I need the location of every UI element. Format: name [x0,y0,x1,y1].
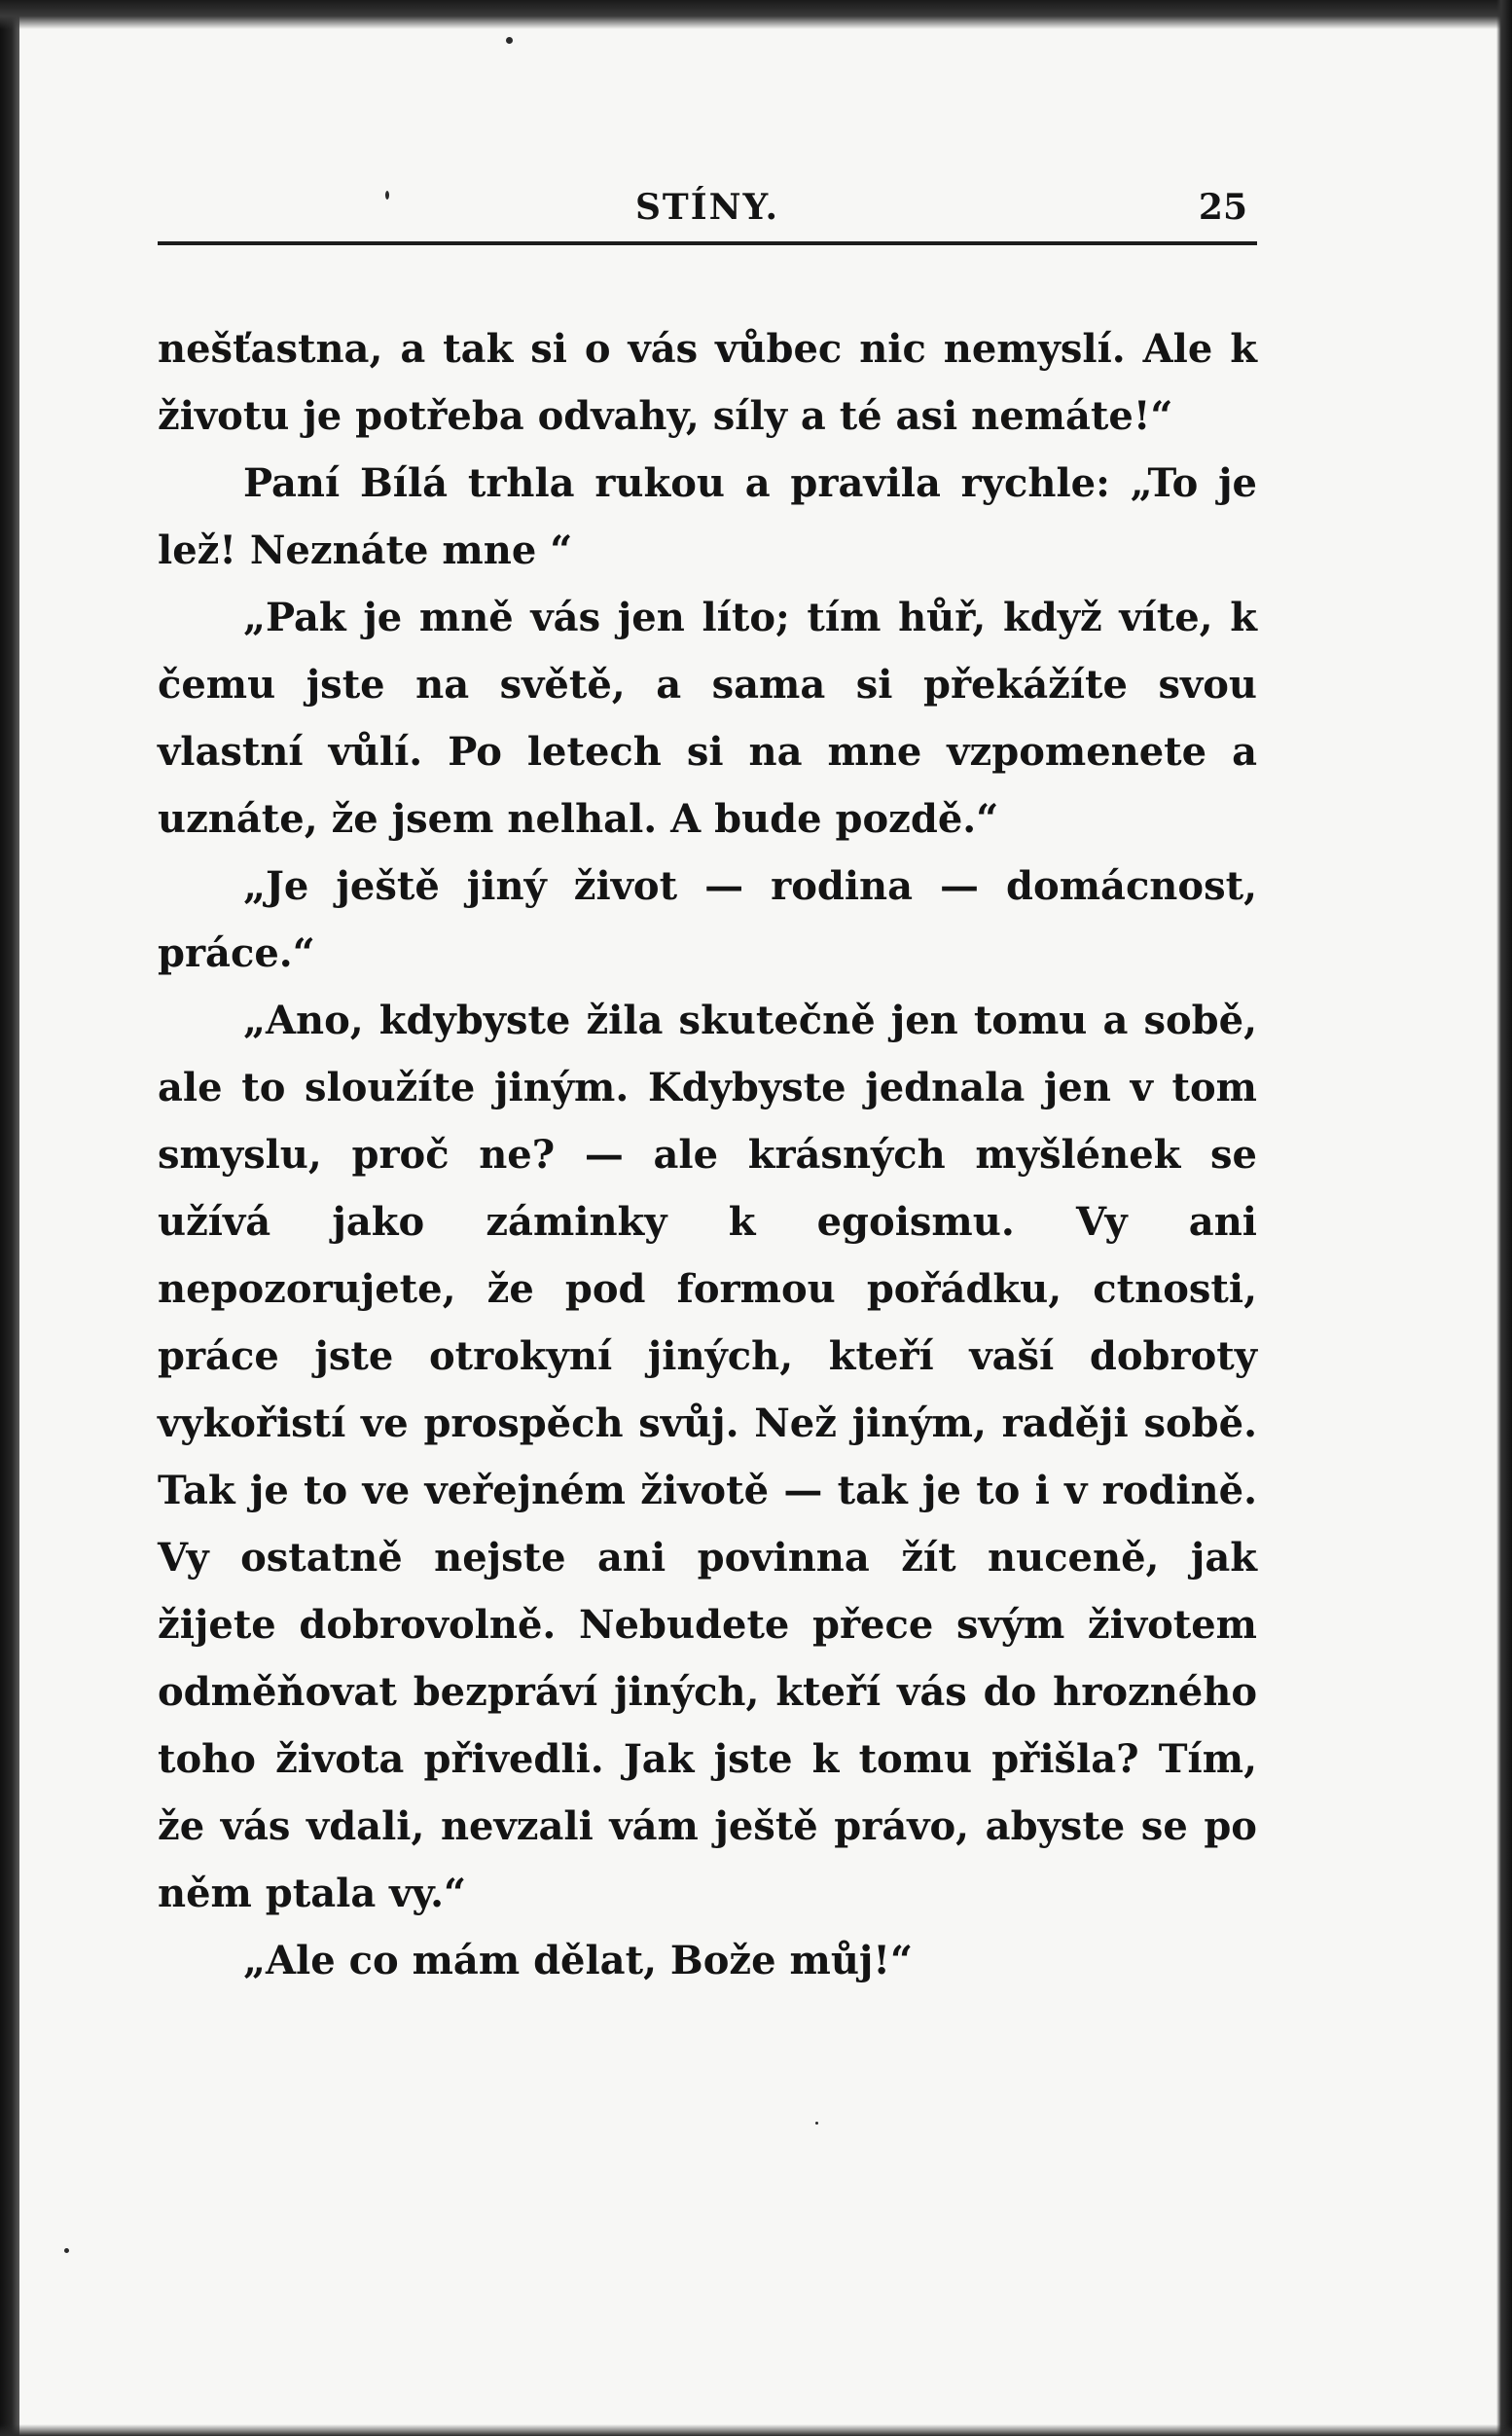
paragraph: „Pak je mně vás jen líto; tím hůř, když víte, k čemu jste na světě, a sama si překážíte svou vlastní vůlí. Po letech si na mne vzpomenete a uznáte, že jsem nelhal. A bude pozdě.“ [158,595,1257,842]
page-content [158,175,1257,1994]
paragraph: „Je ještě jiný život — rodina — domácnost, práce.“ [158,863,1257,976]
book-spine-shadow [0,0,19,2436]
page-bottom-shadow [0,2424,1512,2436]
paragraph: Paní Bílá trhla rukou a pravila rychle: „To je lež! Neznáte mne “ [158,460,1257,573]
page-number: 25 [1198,187,1247,228]
paragraph: „Ale co mám dělat, Bože můj!“ [243,1938,913,1983]
page-right-shadow [1496,0,1512,2436]
body-text [158,315,1257,1994]
running-head [158,175,1257,245]
paragraph: „Ano, kdybyste žila skutečně jen tomu a sobě, ale to sloužíte jiným. Kdybyste jednala jen v tom smyslu, proč ne? — ale krásných myšlének se užívá jako záminky k egoismu. Vy ani nepozorujete, že pod formou pořádku, ctnosti, práce jste otrokyní jiných, kteří vaší dobroty vykořistí ve prospěch svůj. Než jiným, raději sobě. Tak je to ve veřejném životě — tak je to i v rodině. Vy ostatně nejste ani povinna žít nuceně, jak žijete dobrovolně. Nebudete přece svým životem odměňovat bezpráví jiných, kteří vás do hrozného toho života přivedli. Jak jste k tomu přišla? Tím, že vás vdali, nevzali vám ještě právo, abyste se po něm ptala vy.“ [158,998,1257,1916]
ink-speck [506,37,513,44]
paragraph-continued: nešťastna, a tak si o vás vůbec nic nemyslí. Ale k životu je potřeba odvahy, síly a té asi nemáte!“ [158,326,1257,439]
ink-speck [815,2122,818,2125]
ink-speck [64,2248,69,2253]
running-title: STÍNY. [634,187,780,228]
page-top-shadow [0,0,1512,29]
